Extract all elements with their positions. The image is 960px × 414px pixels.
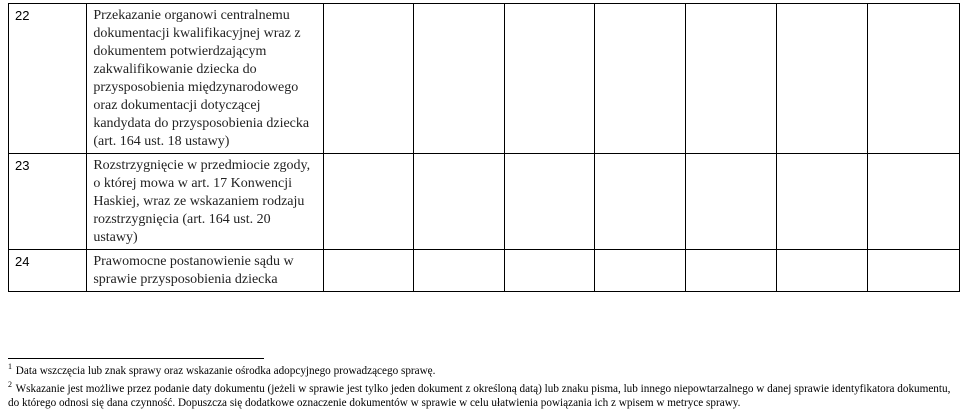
empty-cell (505, 250, 595, 292)
table-row (9, 4, 960, 154)
empty-cell (867, 154, 959, 250)
empty-cell (324, 4, 414, 154)
empty-cell (776, 250, 867, 292)
empty-cell (686, 4, 777, 154)
row-number: 24 (9, 250, 87, 292)
empty-cell (686, 250, 777, 292)
footnote-text: Data wszczęcia lub znak sprawy oraz wskazanie ośrodka adopcyjnego prowadzącego sprawę. (15, 365, 436, 377)
empty-cell (324, 154, 414, 250)
empty-cell (324, 250, 414, 292)
empty-cell (595, 154, 686, 250)
row-description: Przekazanie organowi centralnemu dokumentacji kwalifikacyjnej wraz z dokumentem potwierdzającym zakwalifikowanie dziecka do przysposobienia międzynarodowego oraz dokumentacji dotyczącej kandydata do przysposobienia dziecka (art. 164 ust. 18 ustawy) (87, 4, 324, 154)
footnote-separator (8, 358, 264, 359)
footnote-marker: 1 (8, 362, 12, 371)
empty-cell (414, 154, 505, 250)
footnote-text: Wskazanie jest możliwe przez podanie daty dokumentu (jeżeli w sprawie jest tylko jeden dokument z określoną datą) lub znaku pisma, lub innego niepowtarzalnego w danej sprawie identyfikatora dokumentu, do którego odnosi się dana czynność. Dopuszcza się dodatkowe oznaczenie dokumentów w sprawie w celu ułatwienia powiązania ich z wpisem w metryce sprawy. (8, 383, 951, 409)
empty-cell (867, 250, 959, 292)
empty-cell (505, 154, 595, 250)
row-number: 23 (9, 154, 87, 250)
register-table (8, 3, 960, 292)
empty-cell (414, 250, 505, 292)
empty-cell (776, 4, 867, 154)
row-number: 22 (9, 4, 87, 154)
empty-cell (505, 4, 595, 154)
footnotes (8, 364, 958, 410)
table-row (9, 250, 960, 292)
footnote (8, 364, 958, 378)
row-description: Rozstrzygnięcie w przedmiocie zgody, o której mowa w art. 17 Konwencji Haskiej, wraz ze wskazaniem rodzaju rozstrzygnięcia (art. 164 ust. 20 ustawy) (87, 154, 324, 250)
empty-cell (414, 4, 505, 154)
row-description: Prawomocne postanowienie sądu w sprawie przysposobienia dziecka (87, 250, 324, 292)
empty-cell (867, 4, 959, 154)
footnote-marker: 2 (8, 380, 12, 389)
empty-cell (776, 154, 867, 250)
empty-cell (595, 4, 686, 154)
footnote (8, 382, 958, 410)
table-row (9, 154, 960, 250)
empty-cell (595, 250, 686, 292)
empty-cell (686, 154, 777, 250)
